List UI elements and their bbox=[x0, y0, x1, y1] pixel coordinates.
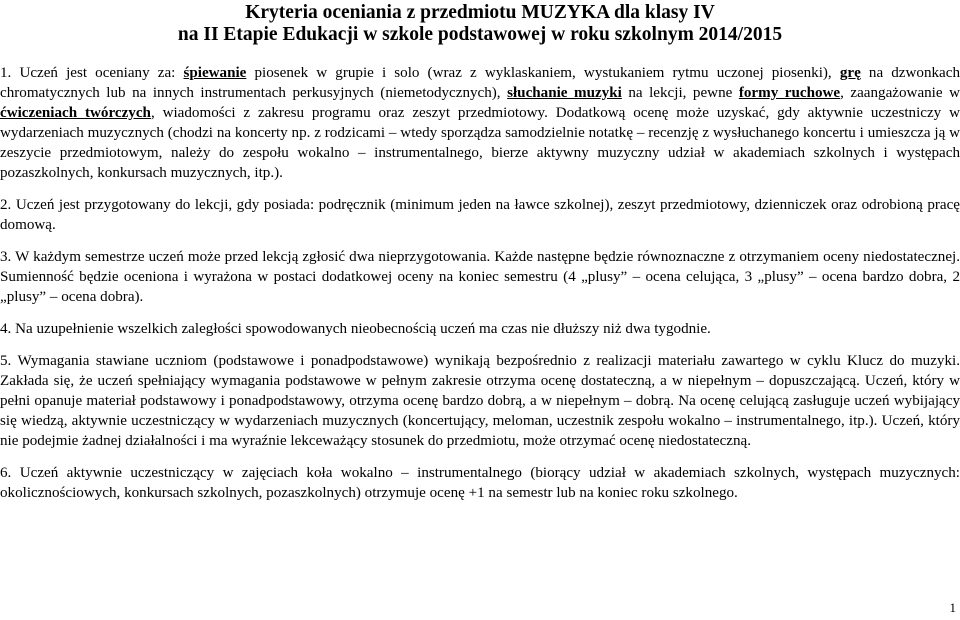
paragraph-1 bbox=[0, 63, 960, 183]
p1-term-formy-ruchowe: formy ruchowe bbox=[738, 85, 841, 101]
document-title-line-2: na II Etapie Edukacji w szkole podstawowej w roku szkolnym 2014/2015 bbox=[177, 24, 783, 45]
document-body bbox=[0, 63, 960, 503]
paragraph-5: 5. Wymagania stawiane uczniom (podstawowe i ponadpodstawowe) wynikają bezpośrednio z realizacji materiału zawartego w cyklu Klucz do muzyki. Zakłada się, że uczeń spełniający wymagania podstawowe w pełnym zakresie otrzyma ocenę dostateczną, a w niepełnym – dopuszczającą. Uczeń, który w pełni opanuje materiał podstawowy i ponadpodstawowy, otrzyma ocenę bardzo dobrą, a w niepełnym – dobrą. Na ocenę celującą zasługuje uczeń wybijający się wiedzą, aktywnie uczestniczący w wydarzeniach muzycznych (koncertujący, meloman, uczestnik zespołu wokalno – instrumentalnego, itp.). Uczeń, który nie podejmie żadnej działalności i ma wyraźnie lekceważący stosunek do przedmiotu, może otrzymać ocenę niedostateczną. bbox=[0, 353, 960, 449]
p1-text-a: 1. Uczeń jest oceniany za: bbox=[0, 65, 184, 81]
p1-text-c: piosenek w grupie i solo (wraz z wyklaskaniem, wystukaniem rytmu uczonej piosenki), bbox=[246, 65, 840, 81]
p1-text-e: na dzwonkach chromatycznych lub na innych instrumentach perkusyjnych (niemetodycznych), bbox=[0, 65, 960, 101]
p1-term-sluchanie-muzyki: słuchanie muzyki bbox=[507, 85, 622, 101]
paragraph-3: 3. W każdym semestrze uczeń może przed lekcją zgłosić dwa nieprzygotowania. Każde następne będzie równoznaczne z otrzymaniem oceny niedostatecznej. Sumienność będzie oceniona i wyrażona w postaci dodatkowej oceny na koniec semestru (4 „plusy” – ocena celująca, 3 „plusy” – ocena bardzo dobra, 2 „plusy” – ocena dobra). bbox=[0, 249, 960, 305]
p1-term-spiewanie: śpiewanie bbox=[183, 65, 247, 81]
p1-text-i: , zaangażowanie w bbox=[840, 85, 960, 101]
paragraph-6: 6. Uczeń aktywnie uczestniczący w zajęciach koła wokalno – instrumentalnego (biorący udział w akademiach szkolnych, występach muzycznych: okolicznościowych, konkursach szkolnych, pozaszkolnych) otrzymuje ocenę +1 na semestr lub na koniec roku szkolnego. bbox=[0, 465, 960, 501]
p1-term-cwiczenia-tworcze: ćwiczeniach twórczych bbox=[0, 105, 151, 121]
page-number: 1 bbox=[949, 600, 956, 615]
paragraph-2: 2. Uczeń jest przygotowany do lekcji, gdy posiada: podręcznik (minimum jeden na ławce szkolnej), zeszyt przedmiotowy, dzienniczek oraz odrobioną pracę domową. bbox=[0, 197, 960, 233]
paragraph-4: 4. Na uzupełnienie wszelkich zaległości spowodowanych nieobecnością uczeń ma czas nie dłuższy niż dwa tygodnie. bbox=[0, 321, 711, 337]
document-title-line-1: Kryteria oceniania z przedmiotu MUZYKA dla klasy IV bbox=[245, 2, 715, 23]
p1-text-k: , wiadomości z zakresu programu oraz zeszyt przedmiotowy. Dodatkową ocenę może uzyskać, gdy aktywnie uczestniczy w wydarzeniach muzycznych (chodzi na koncerty np. z rodzicami – wtedy sporządza samodzielnie notatkę – recenzję z wysłuchanego koncertu i umieszcza ją w zeszycie przedmiotowym, należy do zespołu wokalno – instrumentalnego, bierze aktywny muzyczny udział w akademiach szkolnych i występach pozaszkolnych, konkursach muzycznych, itp.). bbox=[0, 105, 960, 181]
p1-term-gra: grę bbox=[839, 65, 861, 81]
p1-text-g: na lekcji, pewne bbox=[621, 85, 739, 101]
